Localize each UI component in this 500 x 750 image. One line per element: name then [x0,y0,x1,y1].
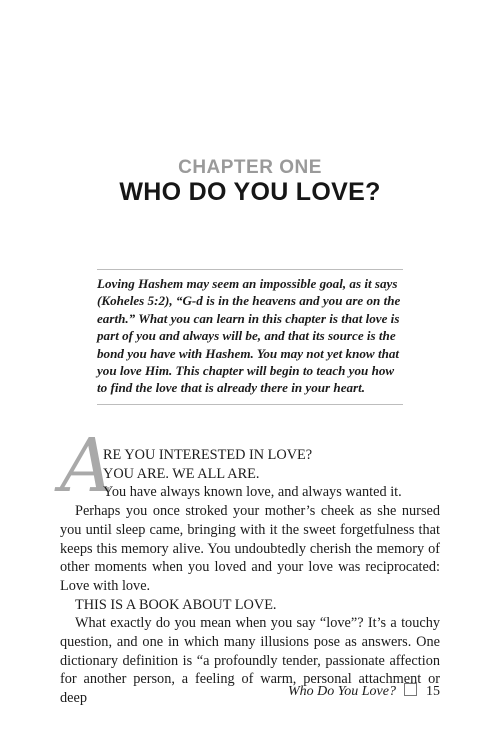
square-ornament-icon [404,683,417,696]
paragraph: What exactly do you mean when you say “love”? It’s a touchy question, and one in which many illusions pose as answers. One dictionary definition is “a profoundly tender, passionate affection for another person, a feeling of warm, personal attachment or deep [60,615,440,707]
chapter-label: CHAPTER ONE [178,157,322,178]
drop-cap: A [60,423,114,509]
chapter-abstract [97,269,403,405]
body-text [60,446,440,708]
paragraph: Perhaps you once stroked your mother’s cheek as she nursed you until sleep came, bringing with it the sweet forgetfulness that keeps this memory alive. You undoubtedly cherish the memory of other moments when you loved and your love was reciprocated: Love with love. [60,503,440,594]
chapter-title: WHO DO YOU LOVE? [119,178,381,206]
page-footer [0,683,440,700]
abstract-text: Loving Hashem may seem an impossible goal, as it says (Koheles 5:2), “G-d is in the heavens and you are on the earth.” What you can learn in this chapter is that love is part of you and always will be, and that its source is the bond you have with Hashem. You may not yet know that you love Him. This chapter will begin to teach you how to find the love that is already there in your heart. [97,276,401,396]
page-number: 15 [426,684,440,699]
paragraph: THIS IS A BOOK ABOUT LOVE. [75,596,277,613]
body-line: YOU ARE. WE ALL ARE. [103,465,260,482]
running-title: Who Do You Love? [288,684,396,699]
body-line: You have always known love, and always wanted it. [103,484,402,501]
opening-line: RE YOU INTERESTED IN LOVE? [103,447,313,463]
